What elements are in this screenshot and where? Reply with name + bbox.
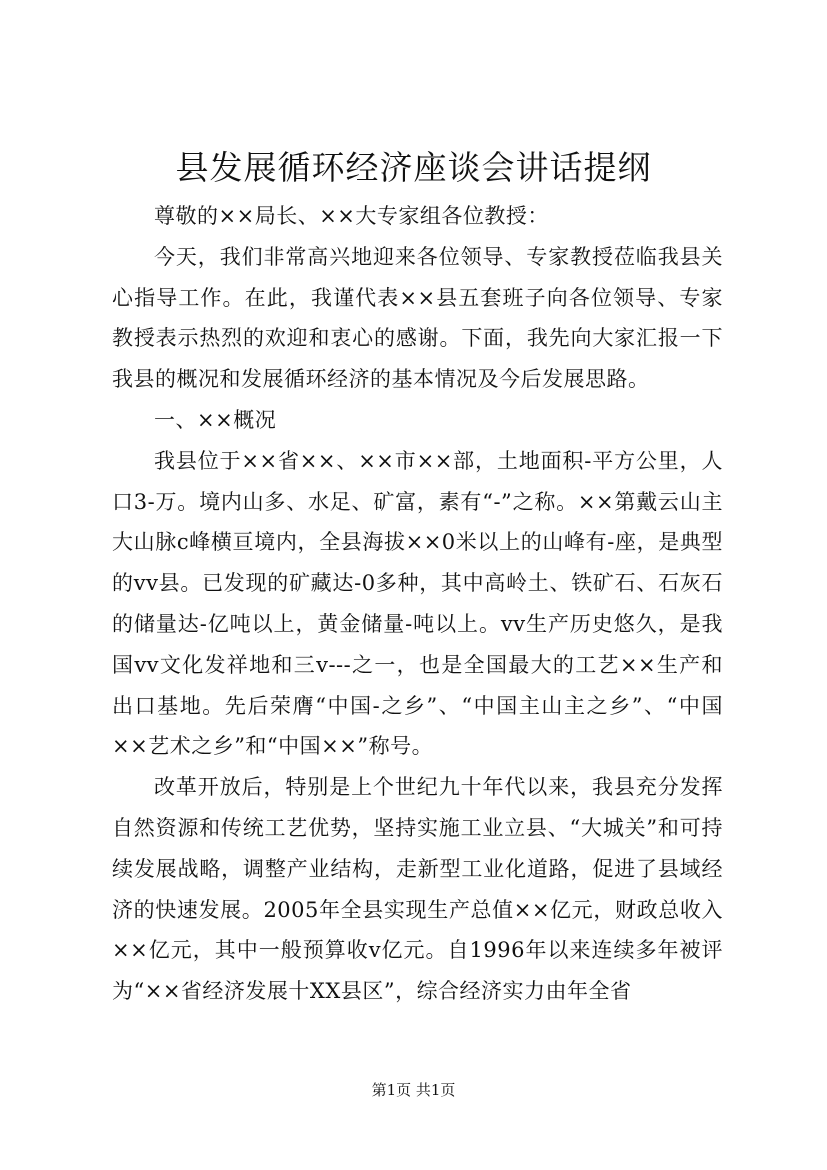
section-heading-overview: 一、××概况 bbox=[154, 407, 277, 432]
document-title: 县发展循环经济座谈会讲话提纲 bbox=[175, 148, 652, 187]
reform-development-paragraph: 改革开放后，特别是上个世纪九十年代以来，我县充分发挥自然资源和传统工艺优势，坚持实施工业立县、“大城关”和可持续发展战略，调整产业结构，走新型工业化道路，促进了县域经济的快速发展。2005年全县实现生产总值××亿元，财政总收入××亿元，其中一般预算收v亿元。自1996年以来连续多年被评为“××省经济发展十XX县区”，综合经济实力由年全省 bbox=[112, 775, 723, 1004]
salutation-paragraph: 尊敬的××局长、××大专家组各位教授： bbox=[154, 204, 549, 228]
welcome-paragraph: 今天，我们非常高兴地迎来各位领导、专家教授莅临我县关心指导工作。在此，我谨代表××县五套班子向各位领导、专家教授表示热烈的欢迎和衷心的感谢。下面，我先向大家汇报一下我县的概况和发展循环经济的基本情况及今后发展思路。 bbox=[112, 244, 723, 392]
document-body bbox=[112, 196, 723, 1012]
county-overview-paragraph: 我县位于××省××、××市××部，土地面积-平方公里，人口3-万。境内山多、水足、矿富，素有“-”之称。××第戴云山主大山脉c峰横亘境内，全县海拔××0米以上的山峰有-座，是典型的vv县。已发现的矿藏达-0多种，其中高岭土、铁矿石、石灰石的储量达-亿吨以上，黄金储量-吨以上。vv生产历史悠久，是我国vv文化发祥地和三v---之一，也是全国最大的工艺××生产和出口基地。先后荣膺“中国-之乡”、“中国主山主之乡”、“中国××艺术之乡”和“中国××”称号。 bbox=[112, 448, 723, 759]
page-number-footer: 第1页 共1页 bbox=[371, 1081, 456, 1099]
